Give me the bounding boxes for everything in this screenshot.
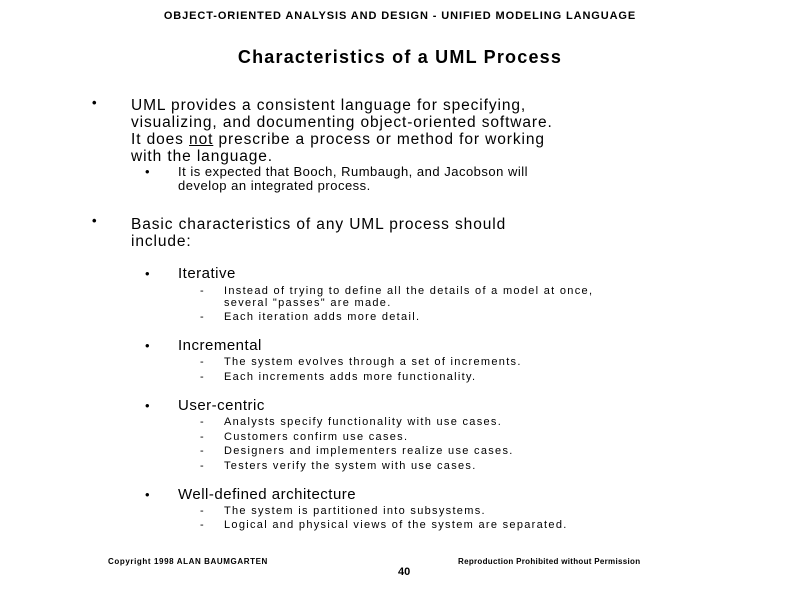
- dash-icon: -: [200, 371, 204, 383]
- copyright-notice: Copyright 1998 ALAN BAUMGARTEN: [108, 557, 268, 566]
- bullet-icon: •: [92, 95, 97, 110]
- dash-icon: -: [200, 460, 204, 472]
- emphasis-text: not: [189, 131, 214, 148]
- sub-bullet-line: develop an integrated process.: [178, 178, 371, 193]
- sub-bullet-icon: •: [145, 164, 150, 179]
- bullet-1-line: UML provides a consistent language for specifying,: [131, 97, 527, 114]
- sub-bullet-icon: •: [145, 487, 150, 502]
- dash-icon: -: [200, 519, 204, 531]
- detail-item: Each increments adds more functionality.: [224, 371, 477, 383]
- bullet-2-line: include:: [131, 233, 192, 250]
- bullet-2-text: [131, 216, 731, 250]
- dash-icon: -: [200, 445, 204, 457]
- page-title: Characteristics of a UML Process: [237, 47, 563, 67]
- characteristic-name: Well-defined architecture: [178, 486, 357, 503]
- bullet-icon: •: [92, 213, 97, 228]
- detail-line: Instead of trying to define all the details of a model at once,: [224, 285, 594, 297]
- page-number: 40: [398, 566, 411, 578]
- sub-bullet-text: [178, 165, 718, 193]
- detail-item: The system evolves through a set of increments.: [224, 356, 522, 368]
- detail-item: Testers verify the system with use cases.: [224, 460, 477, 472]
- detail-item: Each iteration adds more detail.: [224, 311, 421, 323]
- dash-icon: -: [200, 311, 204, 323]
- reproduction-notice: Reproduction Prohibited without Permission: [458, 557, 641, 566]
- bullet-1-line: with the language.: [131, 148, 274, 165]
- sub-bullet-icon: •: [145, 338, 150, 353]
- bullet-1-line: [131, 131, 731, 148]
- sub-bullet-icon: •: [145, 266, 150, 281]
- characteristic-name: Iterative: [178, 265, 236, 282]
- detail-item: Designers and implementers realize use cases.: [224, 445, 514, 457]
- dash-icon: -: [200, 356, 204, 368]
- detail-item: The system is partitioned into subsystems.: [224, 505, 486, 517]
- detail-item: Logical and physical views of the system are separated.: [224, 519, 568, 531]
- bullet-2-line: Basic characteristics of any UML process should: [131, 216, 507, 233]
- detail-line: several "passes" are made.: [224, 297, 392, 309]
- detail-item: Customers confirm use cases.: [224, 431, 409, 443]
- page-header: OBJECT-ORIENTED ANALYSIS AND DESIGN - UNIFIED MODELING LANGUAGE: [163, 10, 637, 22]
- dash-icon: -: [200, 285, 204, 297]
- bullet-1-line: visualizing, and documenting object-oriented software.: [131, 114, 553, 131]
- text-fragment: prescribe a process or method for working: [213, 131, 545, 148]
- sub-bullet-icon: •: [145, 398, 150, 413]
- dash-icon: -: [200, 431, 204, 443]
- text-fragment: It does: [131, 131, 190, 148]
- detail-item: Analysts specify functionality with use cases.: [224, 416, 503, 428]
- detail-item: [224, 285, 724, 309]
- sub-bullet-line: It is expected that Booch, Rumbaugh, and Jacobson will: [178, 164, 529, 179]
- bullet-1-text: [131, 97, 731, 165]
- dash-icon: -: [200, 505, 204, 517]
- characteristic-name: Incremental: [178, 337, 262, 354]
- characteristic-name: User-centric: [178, 397, 265, 414]
- dash-icon: -: [200, 416, 204, 428]
